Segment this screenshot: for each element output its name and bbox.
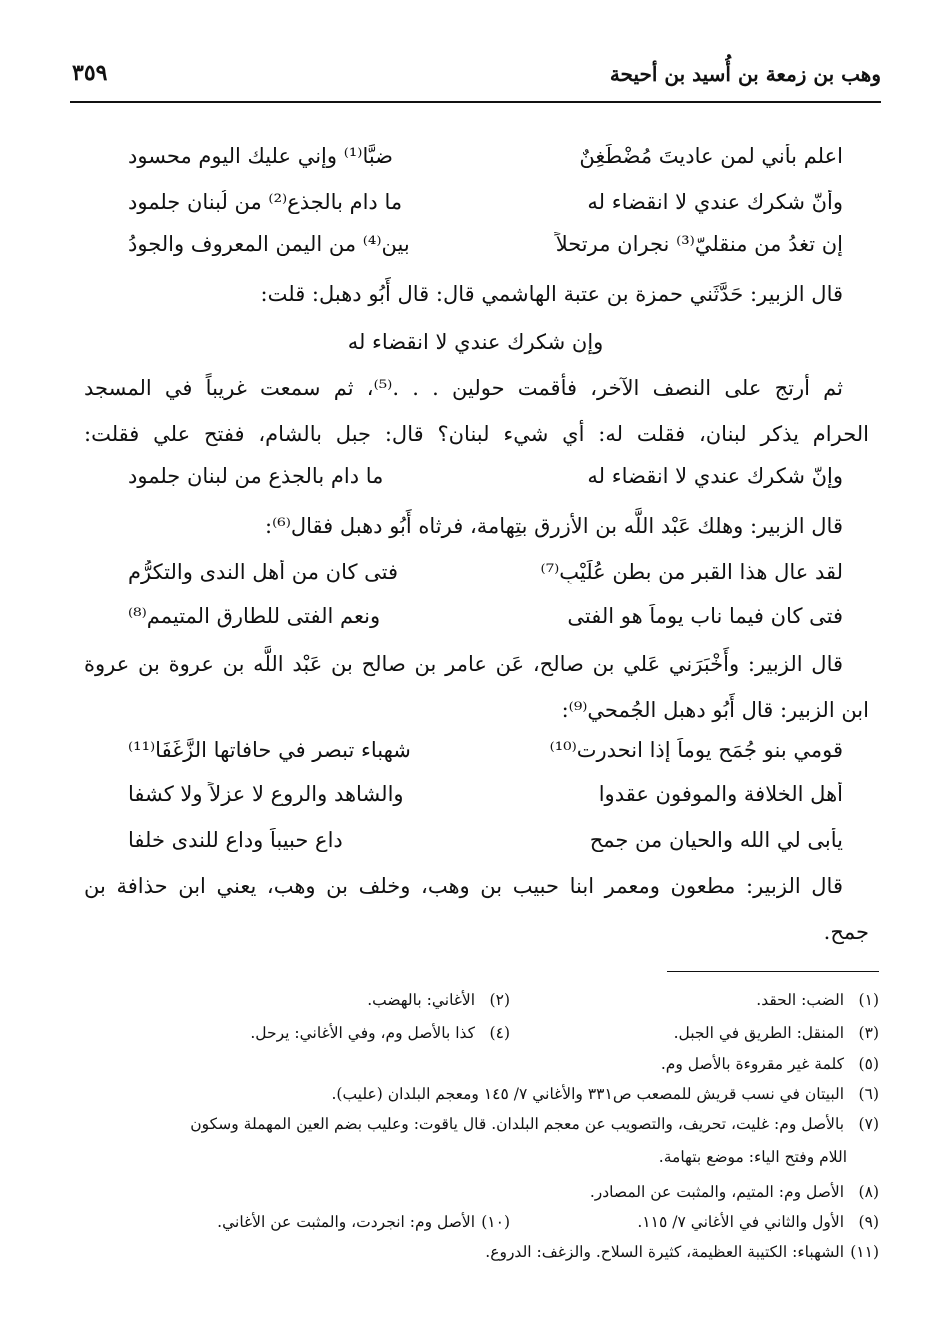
verse-second-hemistich: والشاهد والروع لا عزلاً ولا كشفا [128, 782, 404, 806]
prose-line: ثم أرتج على النصف الآخر، فأقمت حولين . . .⁽⁵⁾، ثم سمعت غريباً في المسجد [84, 376, 843, 400]
footnote-number: (٦) [858, 1085, 879, 1103]
verse-line [128, 778, 843, 818]
footnote-text: الأصل وم: المتيم، والمثبت عن المصادر. [589, 1183, 845, 1201]
verse-line [128, 186, 843, 226]
footnote-number: (٤) [489, 1024, 510, 1042]
footnote-number: (٣) [858, 1024, 879, 1042]
verse-second-hemistich: ما دام بالجذع من لبنان جلمود [128, 464, 384, 488]
verse-first-hemistich: أهل الخلافة والموفون عقدوا [598, 782, 843, 806]
footnote-number: (١١) [850, 1243, 879, 1261]
verse-line [128, 734, 843, 774]
running-title: وهب بن زمعة بن أُسيد بن أحيحة [609, 62, 881, 86]
footnote-number: (٥) [858, 1055, 879, 1073]
footnote [499, 1208, 879, 1236]
footnote-number: (١) [858, 991, 879, 1009]
footnote-text: كذا بالأصل وم، وفي الأغاني: يرحل. [250, 1024, 476, 1042]
verse-first-hemistich: إن تغدُ من منقليّ⁽³⁾ نجران مرتحلاً [555, 232, 843, 256]
verse-first-hemistich: يأبى لي الله والحيان من جمح [589, 828, 843, 852]
footnote-text: البيتان في نسب قريش للمصعب ص٣٣١ والأغاني ٧/ ١٤٥ ومعجم البلدان (عليب). [331, 1085, 845, 1103]
prose-line: قال الزبير: حَدَّثَني حمزة بن عتبة الهاشمي قال: قال أَبُو دهبل: قلت: [260, 282, 843, 306]
footnote [499, 986, 879, 1014]
page-number: ٣٥٩ [72, 60, 108, 86]
footnote-text: الضب: الحقد. [756, 991, 845, 1009]
verse-second-hemistich: فتى كان من أهل الندى والتكرُّم [128, 560, 399, 584]
verse-first-hemistich: وأنّ شكرك عندي لا انقضاء له [587, 190, 843, 214]
prose-line: جمح. [823, 920, 869, 944]
footnote-separator [667, 971, 879, 972]
verse-line [128, 600, 843, 640]
footnote [82, 1178, 879, 1206]
footnote-continuation [82, 1143, 847, 1171]
footnote [82, 1080, 879, 1108]
centered-verse: وإن شكرك عندي لا انقضاء له [347, 330, 604, 354]
footnote [82, 1110, 879, 1138]
prose-line: قال الزبير: وهلك عَبْد اللَّه بن الأزرق بتِهامة، فرثاه أَبُو دهبل فقال⁽⁶⁾: [265, 514, 843, 538]
prose-line: ابن الزبير: قال أَبُو دهبل الجُمحي⁽⁹⁾: [561, 698, 869, 722]
footnote-text: بالأصل وم: غليت، تحريف، والتصويب عن معجم البلدان. قال ياقوت: وعليب بضم العين المهملة وسكون [190, 1115, 845, 1133]
footnote-text: كلمة غير مقروءة بالأصل وم. [660, 1055, 845, 1073]
verse-first-hemistich: قومي بنو جُمَح يوماً إذا انحدرت⁽¹⁰⁾ [549, 738, 843, 762]
footnote [82, 1050, 879, 1078]
footnote [82, 1238, 879, 1266]
footnote-number: (٢) [489, 991, 510, 1009]
verse-second-hemistich: ما دام بالجذع⁽²⁾ من لُبنان جلمود [128, 190, 403, 214]
verse-line [128, 228, 843, 268]
footnote-number: (١٠) [481, 1213, 510, 1231]
footnote-text: المنقل: الطريق في الجبل. [673, 1024, 845, 1042]
verse-first-hemistich: لقد عال هذا القبر من بطن عُلَيْبِ⁽⁷⁾ [540, 560, 843, 584]
footnote-text: الأغاني: بالهضب. [367, 991, 476, 1009]
verse-second-hemistich: شهباء تبصر في حافاتها الزَّغَفَا⁽¹¹⁾ [128, 738, 411, 762]
footnote-number: (٧) [858, 1115, 879, 1133]
verse-line [128, 140, 843, 180]
verse-first-hemistich: وإنّ شكرك عندي لا انقضاء له [587, 464, 843, 488]
verse-second-hemistich: ونعم الفتى للطارق المتيمم⁽⁸⁾ [128, 604, 381, 628]
footnote [190, 1019, 510, 1047]
prose-line: قال الزبير: وأَخْبَرَني عَلي بن صالح، عَن عامر بن صالح بن عَبْد اللَّه بن عروة بن عروة [84, 652, 843, 676]
footnote-text: الأصل وم: انجردت، والمثبت عن الأغاني. [217, 1213, 476, 1231]
footnote-text: اللام وفتح الياء: موضع بتهامة. [658, 1148, 847, 1166]
verse-line [128, 460, 843, 500]
footnote-text: الشهباء: الكتيبة العظيمة، كثيرة السلاح. والزغف: الدروع. [485, 1243, 845, 1261]
verse-second-hemistich: داع حبيباً وداع للندى خلفا [128, 828, 343, 852]
footnote [190, 986, 510, 1014]
prose-line: الحرام يذكر لبنان، فقلت له: أي شيء لبنان؟ قال: جبل بالشام، ففتح علي فقلت: [84, 422, 869, 446]
footnote-number: (٩) [858, 1213, 879, 1231]
header-rule [70, 101, 881, 103]
footnote-text: الأول والثاني في الأغاني ٧/ ١١٥. [637, 1213, 845, 1231]
footnote [499, 1019, 879, 1047]
footnote-number: (٨) [858, 1183, 879, 1201]
verse-line [128, 556, 843, 596]
verse-first-hemistich: اعلم بأني لمن عاديتَ مُضْطَغِنٌ [579, 144, 843, 168]
verse-line [128, 824, 843, 864]
prose-line: قال الزبير: مطعون ومعمر ابنا حبيب بن وهب، وخلف بن وهب، يعني ابن حذافة بن [84, 874, 843, 898]
verse-first-hemistich: فتى كان فيما ناب يوماً هو الفتى [567, 604, 843, 628]
verse-second-hemistich: ضبًّا⁽¹⁾ وإني عليك اليوم محسود [128, 144, 394, 168]
footnote [160, 1208, 510, 1236]
verse-second-hemistich: بين⁽⁴⁾ من اليمن المعروف والجودُ [128, 232, 410, 256]
